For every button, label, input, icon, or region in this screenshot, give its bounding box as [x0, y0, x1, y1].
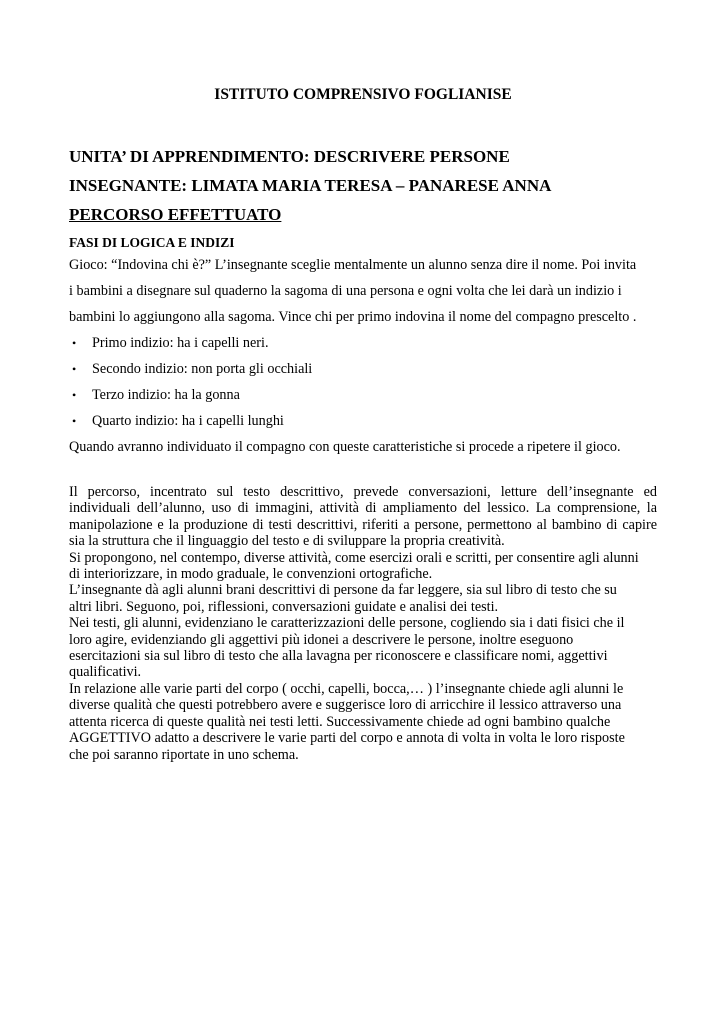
bullet-icon: •	[72, 336, 77, 350]
game-line: i bambini a disegnare sul quaderno la sagoma di una persona e ogni volta che lei darà un indizio i	[69, 283, 622, 299]
school-name: ISTITUTO COMPRENSIVO FOGLIANISE	[214, 86, 512, 103]
paragraph-analysis	[69, 615, 657, 681]
clue-text: Quarto indizio: ha i capelli lunghi	[92, 413, 284, 429]
clue-text: Primo indizio: ha i capelli neri.	[92, 335, 269, 351]
body-line: In relazione alle varie parti del corpo ( occhi, capelli, bocca,… ) l’insegnante chiede agli alunni le	[69, 680, 624, 697]
bullet-icon: •	[72, 414, 77, 428]
body-line: L’insegnante dà agli alunni brani descrittivi di persone da far leggere, sia sul libro di testo che su	[69, 582, 617, 599]
game-description	[69, 252, 657, 330]
body-line: qualificativi.	[69, 664, 142, 681]
body-line: altri libri. Seguono, poi, riflessioni, conversazioni guidate e analisi dei testi.	[69, 598, 499, 615]
path-heading: PERCORSO EFFETTUATO	[69, 205, 282, 224]
body-line: Nei testi, gli alunni, evidenziano le caratterizzazioni delle persone, cogliendo sia i dati fisici che il	[69, 615, 625, 632]
clue-item	[69, 330, 312, 356]
clue-text: Terzo indizio: ha la gonna	[92, 387, 240, 403]
body-line: attenta ricerca di queste qualità nei testi letti. Successivamente chiede ad ogni bambino qualche	[69, 713, 611, 730]
body-line: individuali dell’alunno, uso di immagini, attività di ampliamento del lessico. La comprensione, la	[69, 500, 657, 517]
body-line: manipolazione e la produzione di testi descrittivi, riferiti a persone, permettono al bambino di capire	[69, 516, 657, 533]
body-line: esercitazioni sia sul libro di testo che alla lavagna per riconoscere e classificare nomi, aggettivi	[69, 648, 608, 665]
body-line: sia la struttura che il linguaggio del testo e di sviluppare la propria creatività.	[69, 533, 505, 550]
paragraph-intro	[69, 484, 657, 550]
game-line: Gioco: “Indovina chi è?” L’insegnante sceglie mentalmente un alunno senza dire il nome. Poi invita	[69, 257, 637, 273]
body-line: Si propongono, nel contempo, diverse attività, come esercizi orali e scritti, per consentire agli alunni	[69, 549, 639, 566]
phases-heading: FASI DI LOGICA E INDIZI	[69, 235, 235, 250]
body-line: Il percorso, incentrato sul testo descrittivo, prevede conversazioni, letture dell’insegnante ed	[69, 484, 657, 500]
body-line: AGGETTIVO adatto a descrivere le varie parti del corpo e annota di volta in volta le loro risposte	[69, 730, 625, 747]
body-line: di interiorizzare, in modo graduale, le convenzioni ortografiche.	[69, 566, 433, 583]
body-line: che poi saranno riportate in uno schema.	[69, 746, 299, 763]
course-description	[69, 484, 657, 763]
clue-text: Secondo indizio: non porta gli occhiali	[92, 361, 313, 377]
clue-item	[69, 356, 312, 382]
bullet-icon: •	[72, 388, 77, 402]
repeat-instruction: Quando avranno individuato il compagno con queste caratteristiche si procede a ripetere il gioco.	[69, 439, 621, 455]
paragraph-body-parts	[69, 681, 657, 763]
game-line: bambini lo aggiungono alla sagoma. Vince chi per primo indovina il nome del compagno prescelto .	[69, 309, 637, 325]
clue-item	[69, 408, 312, 434]
body-line: loro agire, evidenziando gli aggettivi più idonei a descrivere le persone, inoltre eseguono	[69, 631, 574, 648]
paragraph-activities	[69, 550, 657, 583]
body-line: diverse qualità che questi potrebbero avere e suggerisce loro di arricchire il lessico attraverso una	[69, 697, 622, 714]
clue-list	[69, 330, 312, 434]
paragraph-readings	[69, 582, 657, 615]
unit-title: UNITA’ DI APPRENDIMENTO: DESCRIVERE PERSONE	[69, 147, 510, 166]
teachers-line: INSEGNANTE: LIMATA MARIA TERESA – PANARESE ANNA	[69, 176, 552, 195]
bullet-icon: •	[72, 362, 77, 376]
clue-item	[69, 382, 312, 408]
